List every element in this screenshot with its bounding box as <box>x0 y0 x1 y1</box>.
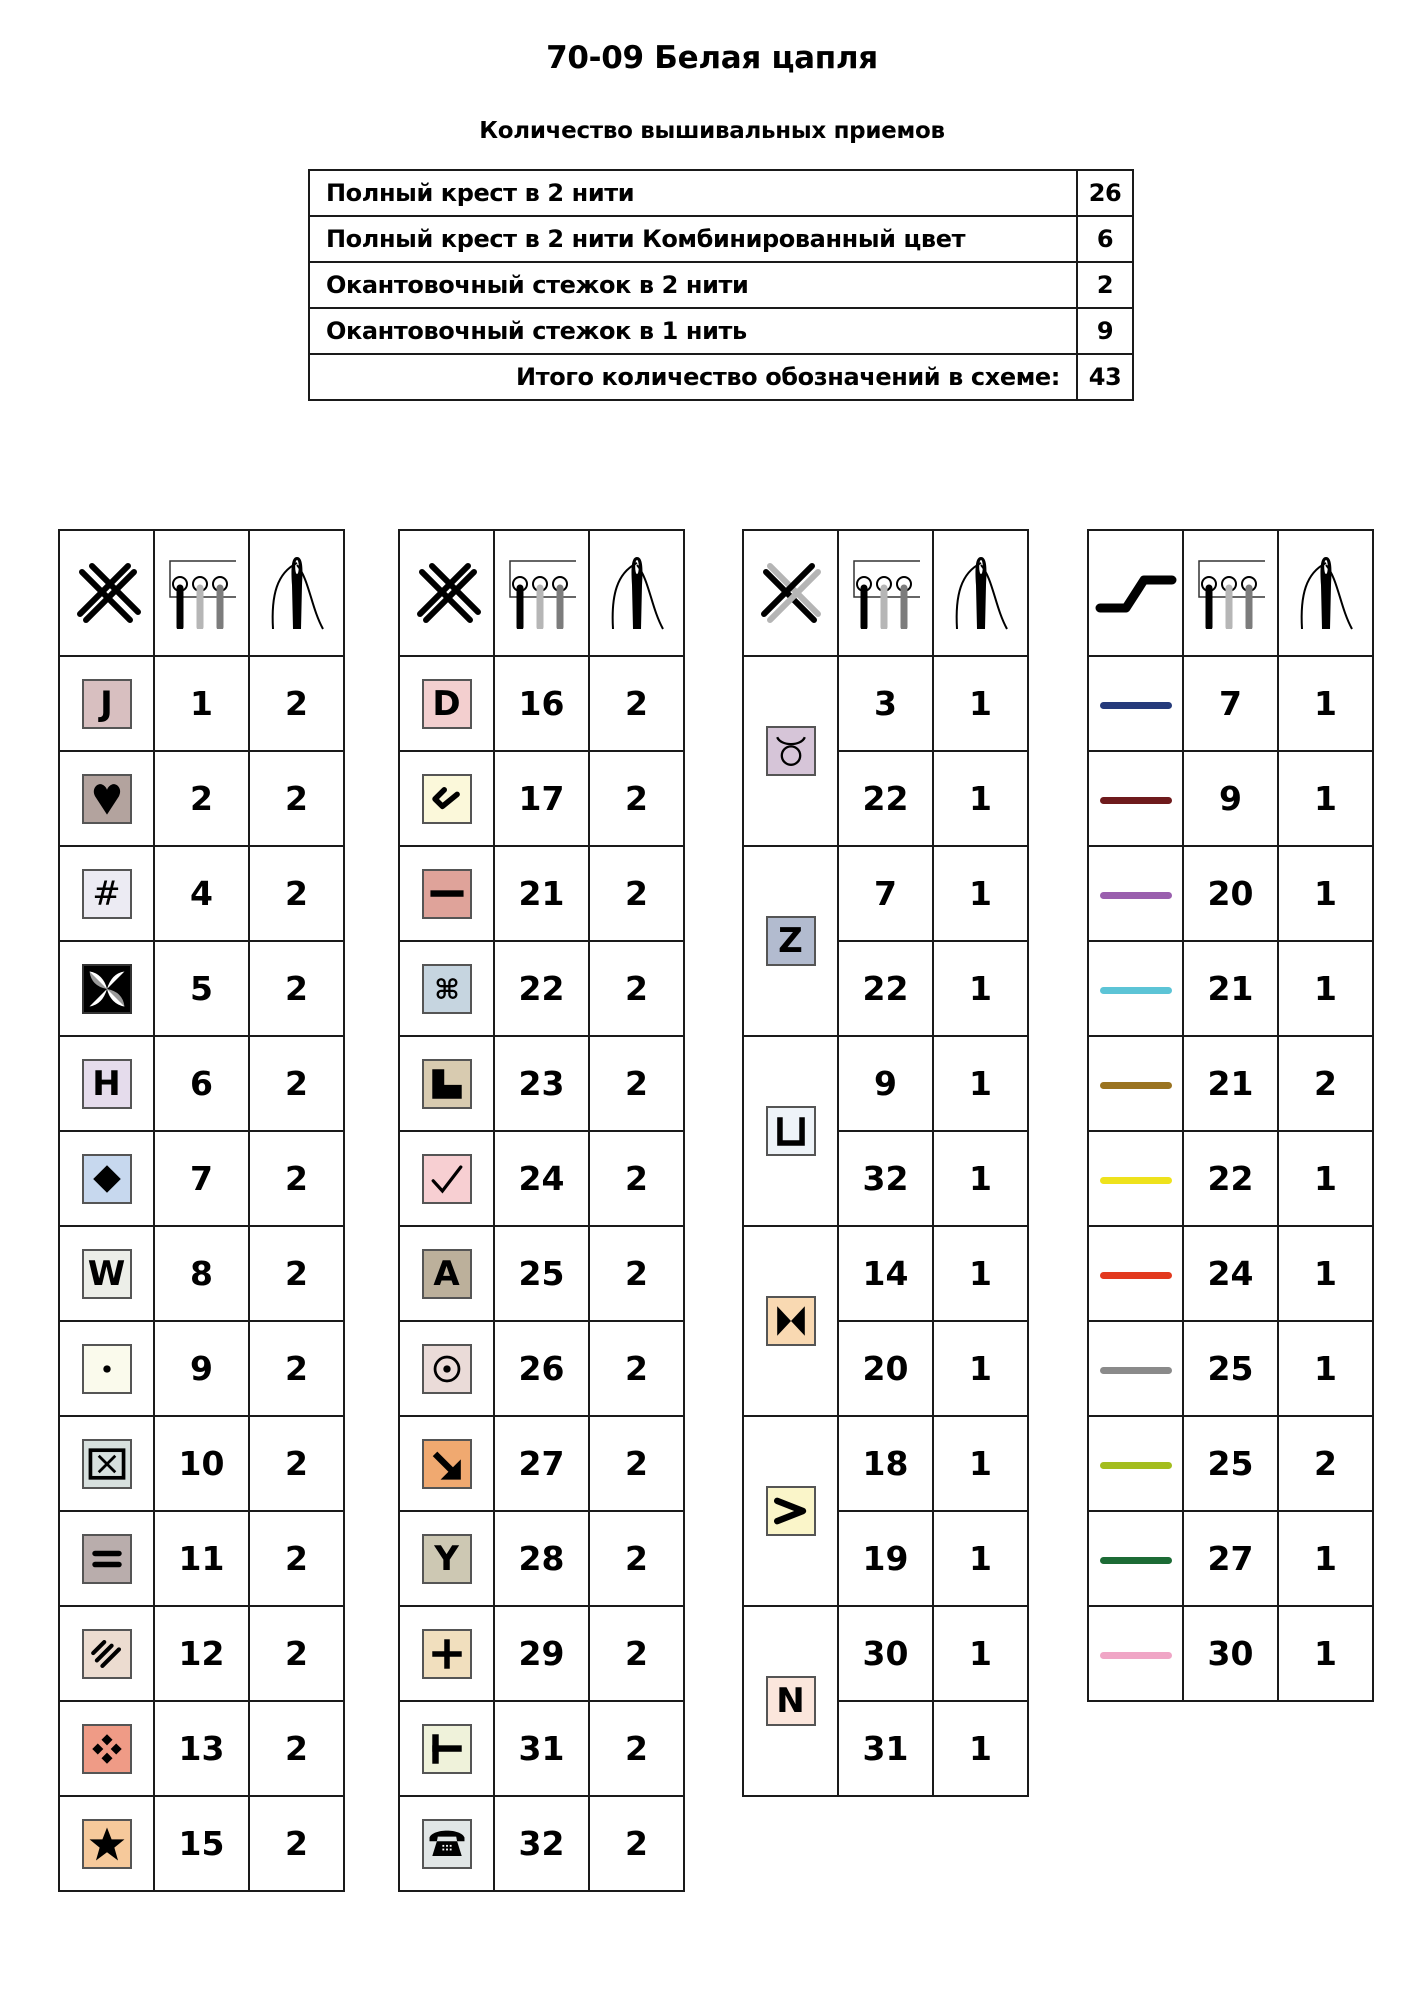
thread-color-icon <box>838 530 933 656</box>
strand-count: 2 <box>589 1511 684 1606</box>
color-number: 21 <box>494 846 589 941</box>
symbol-cell <box>743 1036 838 1226</box>
key-row <box>1088 846 1373 941</box>
backstitch-line-cell <box>1088 1321 1183 1416</box>
symbol-hash-icon <box>82 869 132 919</box>
backstitch-icon <box>1088 530 1183 656</box>
strand-count: 2 <box>589 751 684 846</box>
symbol-diamond-icon <box>82 1154 132 1204</box>
symbol-letter-w-icon <box>82 1249 132 1299</box>
strand-count: 1 <box>1278 1511 1373 1606</box>
symbol-cell <box>399 1036 494 1131</box>
color-number: 17 <box>494 751 589 846</box>
strand-count: 1 <box>933 1416 1028 1511</box>
strand-count: 2 <box>589 656 684 751</box>
symbol-cell <box>59 1131 154 1226</box>
key-row <box>399 1131 684 1226</box>
key-row <box>743 1416 1028 1511</box>
color-number: 8 <box>154 1226 249 1321</box>
backstitch-line-cell <box>1088 1131 1183 1226</box>
strand-count: 1 <box>933 1131 1028 1226</box>
symbol-cell <box>399 1321 494 1416</box>
symbol-dot-icon <box>82 1344 132 1394</box>
strand-count: 2 <box>249 941 344 1036</box>
color-number: 10 <box>154 1416 249 1511</box>
color-number: 4 <box>154 846 249 941</box>
symbol-equals-icon <box>82 1534 132 1584</box>
strand-count: 1 <box>933 1511 1028 1606</box>
symbol-cell <box>59 1701 154 1796</box>
color-number: 27 <box>494 1416 589 1511</box>
key-row <box>1088 751 1373 846</box>
symbol-glyph: W <box>87 1253 126 1294</box>
key-row <box>1088 1036 1373 1131</box>
symbol-diagonal-lines-icon <box>82 1629 132 1679</box>
symbol-leaf-pattern-icon <box>82 964 132 1014</box>
color-number: 11 <box>154 1511 249 1606</box>
backstitch-line-cell <box>1088 1416 1183 1511</box>
symbol-l-block-icon <box>422 1059 472 1109</box>
thread-color-icon <box>154 530 249 656</box>
key-row <box>59 1701 344 1796</box>
key-row <box>743 1606 1028 1701</box>
strand-count: 2 <box>249 751 344 846</box>
key-row <box>1088 1416 1373 1511</box>
summary-total-count: 43 <box>1077 354 1133 400</box>
thread-color-icon <box>494 530 589 656</box>
summary-count: 2 <box>1077 262 1133 308</box>
symbol-glyph: # <box>92 873 121 914</box>
symbol-bent-arrow-icon <box>422 774 472 824</box>
color-number: 28 <box>494 1511 589 1606</box>
backstitch-line-icon <box>1100 1082 1172 1089</box>
summary-label: Полный крест в 2 нити <box>309 170 1077 216</box>
key-row <box>399 1321 684 1416</box>
backstitch-line-icon <box>1100 1652 1172 1659</box>
symbol-letter-n-icon <box>766 1676 816 1726</box>
color-number: 7 <box>1183 656 1278 751</box>
symbol-cell <box>399 1226 494 1321</box>
color-number: 16 <box>494 656 589 751</box>
symbol-circled-dot-icon <box>422 1344 472 1394</box>
color-number: 22 <box>838 751 933 846</box>
color-number: 14 <box>838 1226 933 1321</box>
summary-count: 26 <box>1077 170 1133 216</box>
symbol-cell <box>59 846 154 941</box>
symbol-cell <box>59 656 154 751</box>
key-header-row <box>59 530 344 656</box>
symbol-cell <box>399 1511 494 1606</box>
symbol-cell <box>743 1226 838 1416</box>
summary-count: 6 <box>1077 216 1133 262</box>
color-number: 20 <box>838 1321 933 1416</box>
key-row <box>59 1321 344 1416</box>
summary-row <box>309 170 1133 216</box>
strand-count: 2 <box>249 1131 344 1226</box>
symbol-boxed-x-icon <box>82 1439 132 1489</box>
symbol-letter-h-icon <box>82 1059 132 1109</box>
color-number: 24 <box>494 1131 589 1226</box>
backstitch-line-icon <box>1100 1557 1172 1564</box>
combined-cross-icon <box>743 530 838 656</box>
symbol-letter-y-icon <box>422 1534 472 1584</box>
combined-color-key-table <box>742 529 1029 1797</box>
backstitch-line-icon <box>1100 1177 1172 1184</box>
color-number: 31 <box>838 1701 933 1796</box>
key-row <box>399 846 684 941</box>
key-row <box>1088 1511 1373 1606</box>
key-row <box>1088 1131 1373 1226</box>
strand-count: 2 <box>589 1321 684 1416</box>
strand-count: 1 <box>933 846 1028 941</box>
key-row <box>1088 941 1373 1036</box>
symbol-cell <box>399 846 494 941</box>
symbol-check-icon <box>422 1154 472 1204</box>
color-number: 24 <box>1183 1226 1278 1321</box>
key-header-row <box>1088 530 1373 656</box>
symbol-cell <box>59 1606 154 1701</box>
symbol-greater-than-icon <box>766 1486 816 1536</box>
symbol-cell <box>399 656 494 751</box>
color-number: 22 <box>1183 1131 1278 1226</box>
summary-label: Окантовочный стежок в 1 нить <box>309 308 1077 354</box>
strand-count: 1 <box>933 1606 1028 1701</box>
color-number: 21 <box>1183 1036 1278 1131</box>
summary-total-label: Итого количество обозначений в схеме: <box>309 354 1077 400</box>
backstitch-line-icon <box>1100 1272 1172 1279</box>
strand-count: 2 <box>589 1701 684 1796</box>
color-number: 7 <box>154 1131 249 1226</box>
key-row <box>743 1036 1028 1131</box>
symbol-cell <box>59 1511 154 1606</box>
key-row <box>59 1796 344 1891</box>
key-row <box>743 1226 1028 1321</box>
key-row <box>59 1606 344 1701</box>
color-number: 13 <box>154 1701 249 1796</box>
summary-total-row <box>309 354 1133 400</box>
color-number: 2 <box>154 751 249 846</box>
color-number: 25 <box>494 1226 589 1321</box>
symbol-cell <box>399 1416 494 1511</box>
color-number: 19 <box>838 1511 933 1606</box>
symbol-cell <box>399 1606 494 1701</box>
needle-strands-icon <box>589 530 684 656</box>
color-number: 30 <box>838 1606 933 1701</box>
strand-count: 1 <box>1278 1131 1373 1226</box>
key-row <box>59 656 344 751</box>
color-number: 22 <box>838 941 933 1036</box>
strand-count: 2 <box>249 1796 344 1891</box>
key-row <box>59 941 344 1036</box>
color-number: 29 <box>494 1606 589 1701</box>
key-row <box>399 1511 684 1606</box>
backstitch-line-cell <box>1088 751 1183 846</box>
key-row <box>743 846 1028 941</box>
strand-count: 2 <box>249 1226 344 1321</box>
key-row <box>1088 1226 1373 1321</box>
symbol-cell <box>59 751 154 846</box>
symbol-letter-j-icon <box>82 679 132 729</box>
symbol-cell <box>59 1416 154 1511</box>
key-row <box>743 656 1028 751</box>
key-row <box>59 751 344 846</box>
key-row <box>399 1796 684 1891</box>
symbol-arrow-down-right-icon <box>422 1439 472 1489</box>
key-row <box>1088 1321 1373 1416</box>
symbol-plus-icon <box>422 1629 472 1679</box>
strand-count: 2 <box>589 1036 684 1131</box>
stitch-summary-table <box>308 169 1134 401</box>
key-row <box>59 1226 344 1321</box>
strand-count: 2 <box>249 656 344 751</box>
svg-text:⌘: ⌘ <box>433 972 460 1006</box>
color-number: 27 <box>1183 1511 1278 1606</box>
thread-color-icon <box>1183 530 1278 656</box>
strand-count: 2 <box>589 1796 684 1891</box>
strand-count: 1 <box>1278 846 1373 941</box>
color-number: 31 <box>494 1701 589 1796</box>
symbol-star-icon <box>82 1819 132 1869</box>
symbol-command-icon <box>422 964 472 1014</box>
key-row <box>399 1606 684 1701</box>
strand-count: 1 <box>1278 941 1373 1036</box>
key-row <box>399 941 684 1036</box>
strand-count: 2 <box>1278 1416 1373 1511</box>
backstitch-line-cell <box>1088 941 1183 1036</box>
strand-count: 1 <box>933 1036 1028 1131</box>
strand-count: 1 <box>933 656 1028 751</box>
symbol-cell <box>59 1036 154 1131</box>
symbol-glyph: N <box>776 1681 805 1721</box>
color-number: 25 <box>1183 1416 1278 1511</box>
key-header-row <box>743 530 1028 656</box>
color-number: 15 <box>154 1796 249 1891</box>
symbol-dash-icon <box>422 869 472 919</box>
backstitch-line-icon <box>1100 702 1172 709</box>
symbol-cup-icon <box>766 1106 816 1156</box>
strand-count: 2 <box>249 1606 344 1701</box>
color-number: 32 <box>494 1796 589 1891</box>
needle-strands-icon <box>249 530 344 656</box>
key-row <box>399 1416 684 1511</box>
backstitch-line-cell <box>1088 846 1183 941</box>
color-number: 25 <box>1183 1321 1278 1416</box>
backstitch-line-icon <box>1100 1367 1172 1374</box>
summary-label: Полный крест в 2 нити Комбинированный цвет <box>309 216 1077 262</box>
symbol-cell <box>59 941 154 1036</box>
key-row <box>399 1036 684 1131</box>
key-row <box>399 1226 684 1321</box>
strand-count: 2 <box>249 1416 344 1511</box>
strand-count: 1 <box>1278 1606 1373 1701</box>
color-number: 7 <box>838 846 933 941</box>
summary-label: Окантовочный стежок в 2 нити <box>309 262 1077 308</box>
strand-count: 1 <box>933 1701 1028 1796</box>
strand-count: 2 <box>249 1701 344 1796</box>
symbol-cell <box>59 1321 154 1416</box>
symbol-telephone-icon <box>422 1819 472 1869</box>
color-number: 12 <box>154 1606 249 1701</box>
strand-count: 1 <box>933 751 1028 846</box>
symbol-cell <box>399 1131 494 1226</box>
summary-row <box>309 216 1133 262</box>
color-number: 23 <box>494 1036 589 1131</box>
strand-count: 1 <box>1278 1321 1373 1416</box>
symbol-cell <box>399 1701 494 1796</box>
backstitch-line-cell <box>1088 1036 1183 1131</box>
backstitch-line-icon <box>1100 1462 1172 1469</box>
color-number: 5 <box>154 941 249 1036</box>
color-number: 9 <box>838 1036 933 1131</box>
symbol-bowtie-icon <box>766 1296 816 1346</box>
key-row <box>399 751 684 846</box>
key-row <box>399 656 684 751</box>
full-cross-key-table-2 <box>398 529 685 1892</box>
summary-heading: Количество вышивальных приемов <box>479 118 945 144</box>
strand-count: 2 <box>249 1321 344 1416</box>
color-number: 26 <box>494 1321 589 1416</box>
symbol-glyph: D <box>432 683 461 724</box>
full-cross-icon <box>399 530 494 656</box>
key-row <box>1088 1606 1373 1701</box>
strand-count: 1 <box>1278 751 1373 846</box>
symbol-letter-d-icon <box>422 679 472 729</box>
backstitch-line-cell <box>1088 1606 1183 1701</box>
key-row <box>59 1131 344 1226</box>
summary-row <box>309 262 1133 308</box>
backstitch-line-icon <box>1100 987 1172 994</box>
needle-strands-icon <box>933 530 1028 656</box>
color-number: 30 <box>1183 1606 1278 1701</box>
backstitch-key-table <box>1087 529 1374 1702</box>
symbol-t-bar-icon <box>422 1724 472 1774</box>
strand-count: 1 <box>933 1321 1028 1416</box>
symbol-glyph: Y <box>434 1538 459 1579</box>
strand-count: 2 <box>589 1131 684 1226</box>
symbol-four-diamonds-icon <box>82 1724 132 1774</box>
summary-row <box>309 308 1133 354</box>
key-row <box>59 1036 344 1131</box>
symbol-cell <box>399 751 494 846</box>
strand-count: 2 <box>249 846 344 941</box>
symbol-cell <box>743 1606 838 1796</box>
key-row <box>399 1701 684 1796</box>
symbol-cell <box>59 1796 154 1891</box>
backstitch-line-cell <box>1088 1511 1183 1606</box>
symbol-cell <box>59 1226 154 1321</box>
strand-count: 2 <box>1278 1036 1373 1131</box>
strand-count: 2 <box>249 1036 344 1131</box>
needle-strands-icon <box>1278 530 1373 656</box>
color-number: 6 <box>154 1036 249 1131</box>
key-row <box>59 1511 344 1606</box>
color-number: 9 <box>154 1321 249 1416</box>
strand-count: 1 <box>1278 1226 1373 1321</box>
strand-count: 2 <box>589 1416 684 1511</box>
strand-count: 2 <box>589 941 684 1036</box>
color-number: 22 <box>494 941 589 1036</box>
strand-count: 1 <box>933 1226 1028 1321</box>
symbol-cell <box>743 846 838 1036</box>
symbol-taurus-icon <box>766 726 816 776</box>
strand-count: 1 <box>1278 656 1373 751</box>
strand-count: 2 <box>589 1226 684 1321</box>
color-number: 21 <box>1183 941 1278 1036</box>
strand-count: 1 <box>933 941 1028 1036</box>
symbol-glyph: Z <box>778 921 803 961</box>
symbol-glyph: H <box>92 1063 121 1104</box>
backstitch-line-icon <box>1100 892 1172 899</box>
symbol-cell <box>399 941 494 1036</box>
symbol-glyph: A <box>433 1253 460 1294</box>
symbol-letter-a-icon <box>422 1249 472 1299</box>
summary-count: 9 <box>1077 308 1133 354</box>
backstitch-line-cell <box>1088 1226 1183 1321</box>
key-header-row <box>399 530 684 656</box>
symbol-cell <box>399 1796 494 1891</box>
symbol-heart-icon <box>82 774 132 824</box>
symbol-glyph: J <box>100 683 113 724</box>
strand-count: 2 <box>589 846 684 941</box>
backstitch-line-icon <box>1100 797 1172 804</box>
symbol-cell <box>743 1416 838 1606</box>
key-row <box>59 1416 344 1511</box>
color-number: 1 <box>154 656 249 751</box>
symbol-cell <box>743 656 838 846</box>
key-row <box>1088 656 1373 751</box>
strand-count: 2 <box>249 1511 344 1606</box>
color-number: 18 <box>838 1416 933 1511</box>
full-cross-icon <box>59 530 154 656</box>
page-title: 70-09 Белая цапля <box>546 40 878 76</box>
strand-count: 2 <box>589 1606 684 1701</box>
symbol-letter-z-icon <box>766 916 816 966</box>
backstitch-line-cell <box>1088 656 1183 751</box>
color-number: 32 <box>838 1131 933 1226</box>
key-row <box>59 846 344 941</box>
color-number: 20 <box>1183 846 1278 941</box>
color-number: 3 <box>838 656 933 751</box>
color-number: 9 <box>1183 751 1278 846</box>
full-cross-key-table-1 <box>58 529 345 1892</box>
